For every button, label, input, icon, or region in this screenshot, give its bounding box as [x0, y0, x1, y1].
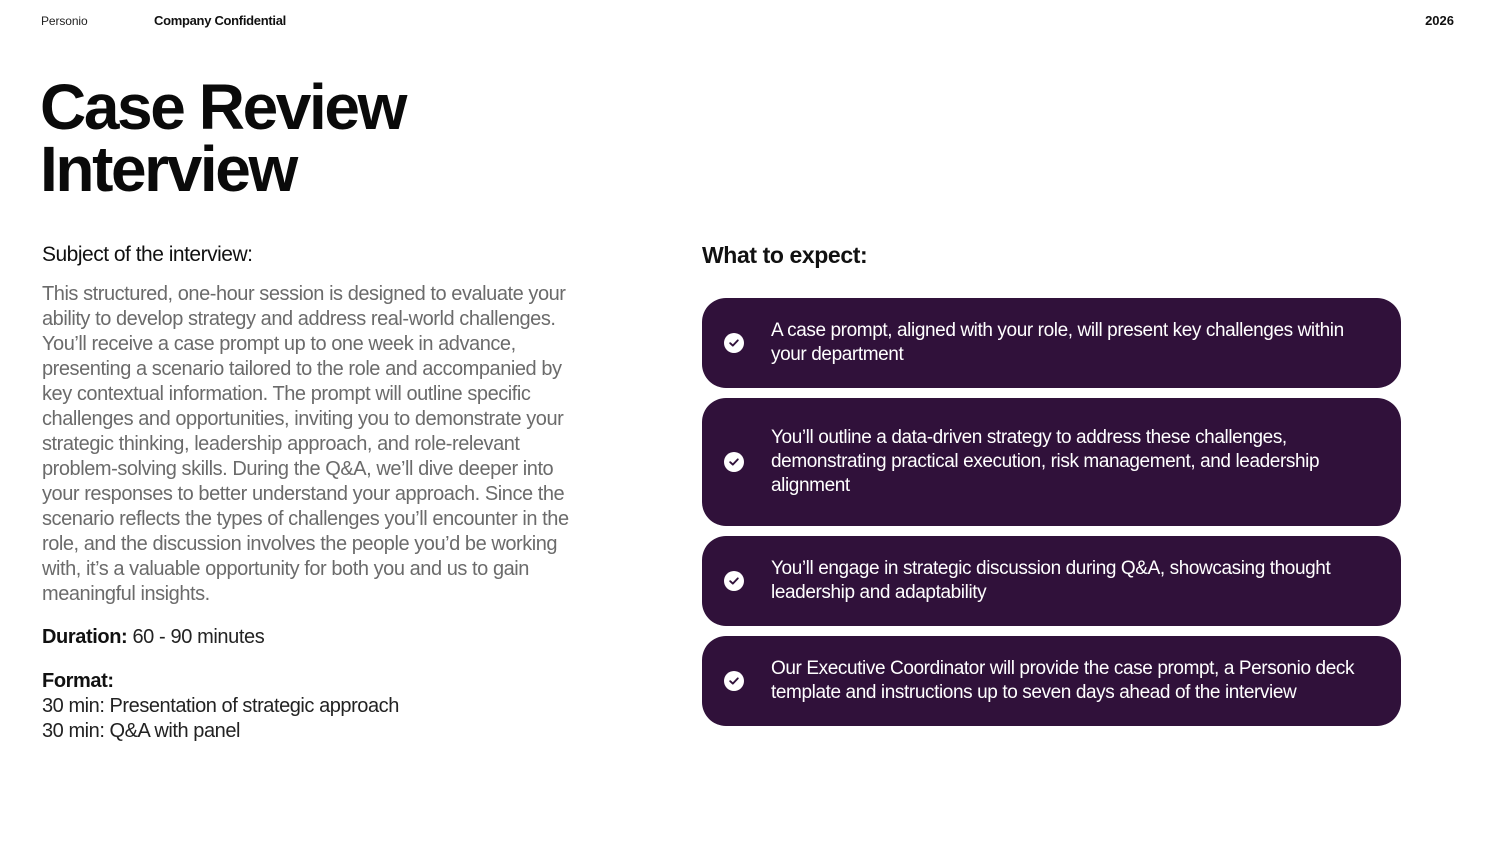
expect-card	[702, 536, 1401, 626]
check-circle-icon	[724, 333, 744, 353]
subject-heading: Subject of the interview:	[42, 243, 253, 266]
expect-card-text: A case prompt, aligned with your role, will present key challenges within your department	[771, 320, 1344, 365]
format-line-qa: 30 min: Q&A with panel	[42, 720, 240, 742]
expect-card	[702, 298, 1401, 388]
subject-body: This structured, one-hour session is designed to evaluate your ability to develop strategy and address real-world challenges. You’ll receive a case prompt up to one week in advance, presenting a scenario tailored to the role and accompanied by key contextual information. The prompt will outline specific challenges and opportunities, inviting you to demonstrate your strategic thinking, leadership approach, and role-relevant problem-solving skills. During the Q&A, we’ll dive deeper into your responses to better understand your approach. Since the scenario reflects the types of challenges you’ll encounter in the role, and the discussion involves the people you’d be working with, it’s a valuable opportunity for both you and us to gain meaningful insights.	[42, 283, 569, 605]
expect-card	[702, 636, 1401, 726]
duration-row	[42, 625, 572, 650]
expect-card-text: You’ll outline a data-driven strategy to address these challenges, demonstrating practical execution, risk management, and leadership alignment	[771, 427, 1320, 496]
title-line-2: Interview	[40, 133, 296, 205]
year-label: 2026	[1425, 13, 1454, 28]
title-line-1: Case Review	[40, 71, 405, 143]
check-circle-icon	[724, 671, 744, 691]
expect-heading: What to expect:	[702, 242, 868, 268]
subject-section	[42, 242, 572, 744]
expect-card	[702, 398, 1401, 526]
check-circle-icon	[724, 452, 744, 472]
format-line-presentation: 30 min: Presentation of strategic approach	[42, 695, 399, 717]
expect-list	[702, 298, 1401, 736]
expect-card-text: You’ll engage in strategic discussion during Q&A, showcasing thought leadership and adaptability	[771, 558, 1331, 603]
expect-card-text: Our Executive Coordinator will provide the case prompt, a Personio deck template and instructions up to seven days ahead of the interview	[771, 658, 1355, 703]
format-label: Format:	[42, 670, 114, 692]
page-title	[40, 71, 405, 205]
brand-logo: Personio	[41, 14, 88, 28]
duration-value: 60 - 90 minutes	[132, 626, 265, 648]
confidential-label: Company Confidential	[154, 13, 286, 28]
duration-label: Duration:	[42, 626, 128, 648]
check-circle-icon	[724, 571, 744, 591]
